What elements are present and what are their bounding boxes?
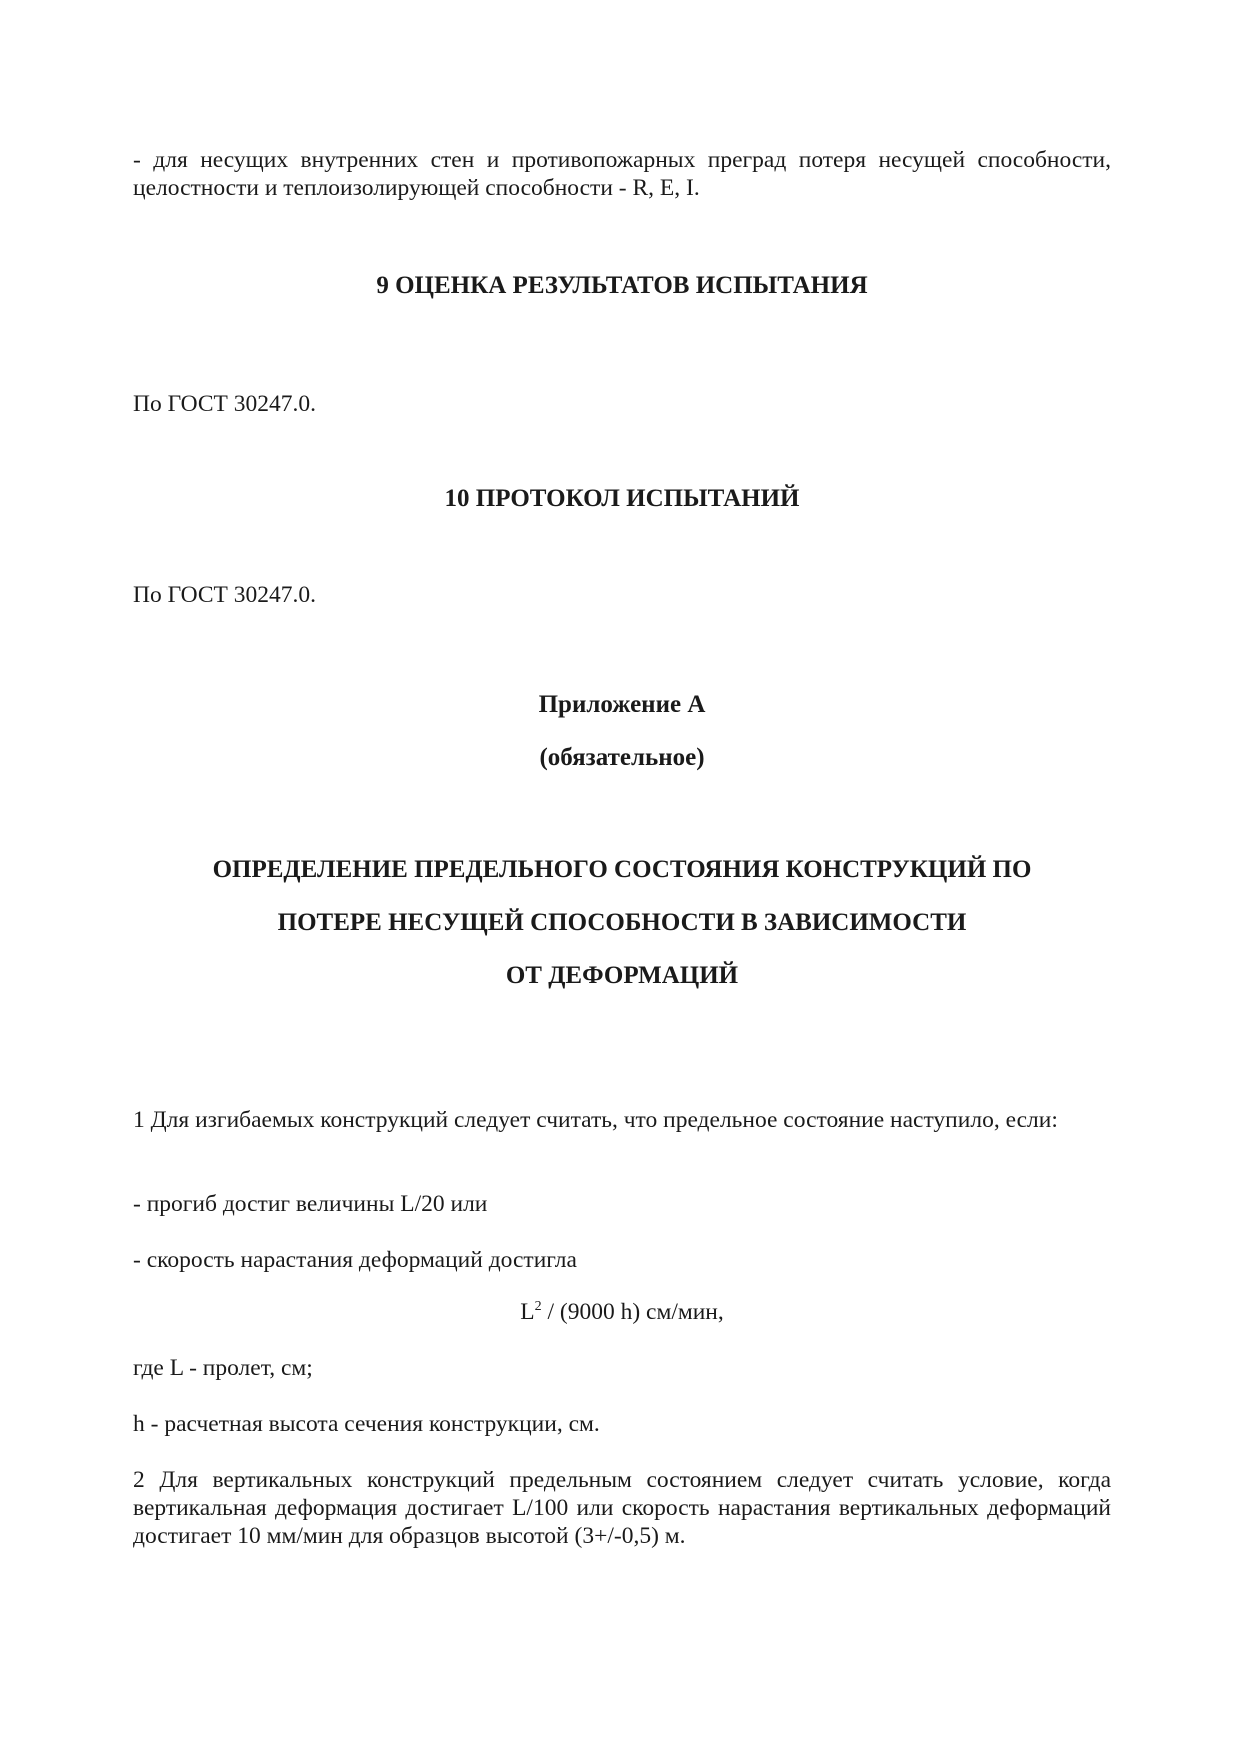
section-9-text: По ГОСТ 30247.0. xyxy=(133,391,317,417)
item-2-paragraph: 2 Для вертикальных конструкций предельным состоянием следует считать условие, когда вертикальная деформация достигает L/100 или скорость нарастания вертикальных деформаций достигает 10 мм/мин для образцов высотой (3+/-0,5) м. xyxy=(133,1467,1111,1549)
section-10-text: По ГОСТ 30247.0. xyxy=(133,582,317,608)
formula-exponent: 2 xyxy=(534,1299,542,1314)
bullet-deformation-rate: - скорость нарастания деформаций достигла xyxy=(133,1247,577,1273)
bullet-deflection: - прогиб достиг величины L/20 или xyxy=(133,1191,488,1217)
definition-height: h - расчетная высота сечения конструкции, см. xyxy=(133,1411,600,1437)
deformation-rate-formula xyxy=(133,1298,1111,1326)
section-9-title: 9 ОЦЕНКА РЕЗУЛЬТАТОВ ИСПЫТАНИЯ xyxy=(376,272,868,299)
item-1-paragraph: 1 Для изгибаемых конструкций следует считать, что предельное состояние наступило, если: xyxy=(133,1107,1058,1133)
appendix-heading-line: ОПРЕДЕЛЕНИЕ ПРЕДЕЛЬНОГО СОСТОЯНИЯ КОНСТРУКЦИЙ ПО xyxy=(212,856,1032,883)
appendix-title: Приложение А xyxy=(538,691,706,718)
appendix-status: (обязательное) xyxy=(539,744,705,771)
formula-base: L xyxy=(520,1299,535,1325)
section-10-title: 10 ПРОТОКОЛ ИСПЫТАНИЙ xyxy=(444,485,800,512)
appendix-heading-line: ОТ ДЕФОРМАЦИЙ xyxy=(505,962,739,989)
appendix-heading-line: ПОТЕРЕ НЕСУЩЕЙ СПОСОБНОСТИ В ЗАВИСИМОСТИ xyxy=(277,909,967,936)
intro-paragraph: - для несущих внутренних стен и противопожарных преград потеря несущей способности, целостности и теплоизолирующей способности - R, E, I. xyxy=(133,147,1111,201)
formula-rest: / (9000 h) см/мин, xyxy=(541,1299,724,1325)
appendix-heading xyxy=(133,843,1111,1002)
definition-span: где L - пролет, см; xyxy=(133,1355,313,1381)
